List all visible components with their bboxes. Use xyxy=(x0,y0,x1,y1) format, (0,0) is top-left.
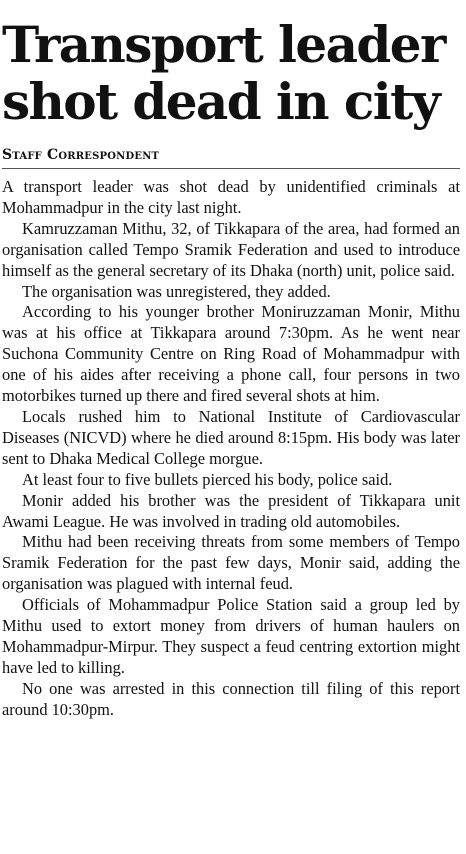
article-headline xyxy=(2,0,460,130)
byline: Staff Correspondent xyxy=(2,147,160,163)
headline-line-2: shot dead in city xyxy=(2,72,440,131)
article-paragraph: Mithu had been receiving threats from some members of Tempo Sramik Federation for the past few days, Monir said, adding the organisation was plagued with internal feud. xyxy=(2,532,460,594)
article-paragraph: At least four to five bullets pierced his body, police said. xyxy=(22,469,393,489)
byline-rule xyxy=(2,146,460,169)
article-paragraph: No one was arrested in this connection till filing of this report around 10:30pm. xyxy=(2,678,460,719)
article-paragraph: Officials of Mohammadpur Police Station said a group led by Mithu used to extort money from drivers of human haulers on Mohammadpur-Mirpur. They suspect a feud centring extortion might have led to killing. xyxy=(2,595,460,677)
headline-line-1: Transport leader xyxy=(2,15,445,74)
article-paragraph: The organisation was unregistered, they added. xyxy=(22,281,331,301)
article-paragraph: A transport leader was shot dead by unidentified criminals at Mohammadpur in the city last night. xyxy=(2,177,460,217)
article-paragraph: Monir added his brother was the president of Tikkapara unit Awami League. He was involved in trading old automobiles. xyxy=(2,490,460,531)
article-paragraph: Kamruzzaman Mithu, 32, of Tikkapara of the area, had formed an organisation called Tempo Sramik Federation and used to introduce himself as the general secretary of its Dhaka (north) unit, police said. xyxy=(2,218,460,280)
article-paragraph: Locals rushed him to National Institute of Cardiovascular Diseases (NICVD) where he died around 8:15pm. His body was later sent to Dhaka Medical College morgue. xyxy=(2,406,460,468)
article-paragraph: According to his younger brother Moniruzzaman Monir, Mithu was at his office at Tikkapara around 7:30pm. As he went near Suchona Community Centre on Ring Road of Mohammadpur with one of his aides after receiving a phone call, four persons in two motorbikes turned up there and fired several shots at him. xyxy=(2,302,460,406)
article-body xyxy=(2,177,460,721)
